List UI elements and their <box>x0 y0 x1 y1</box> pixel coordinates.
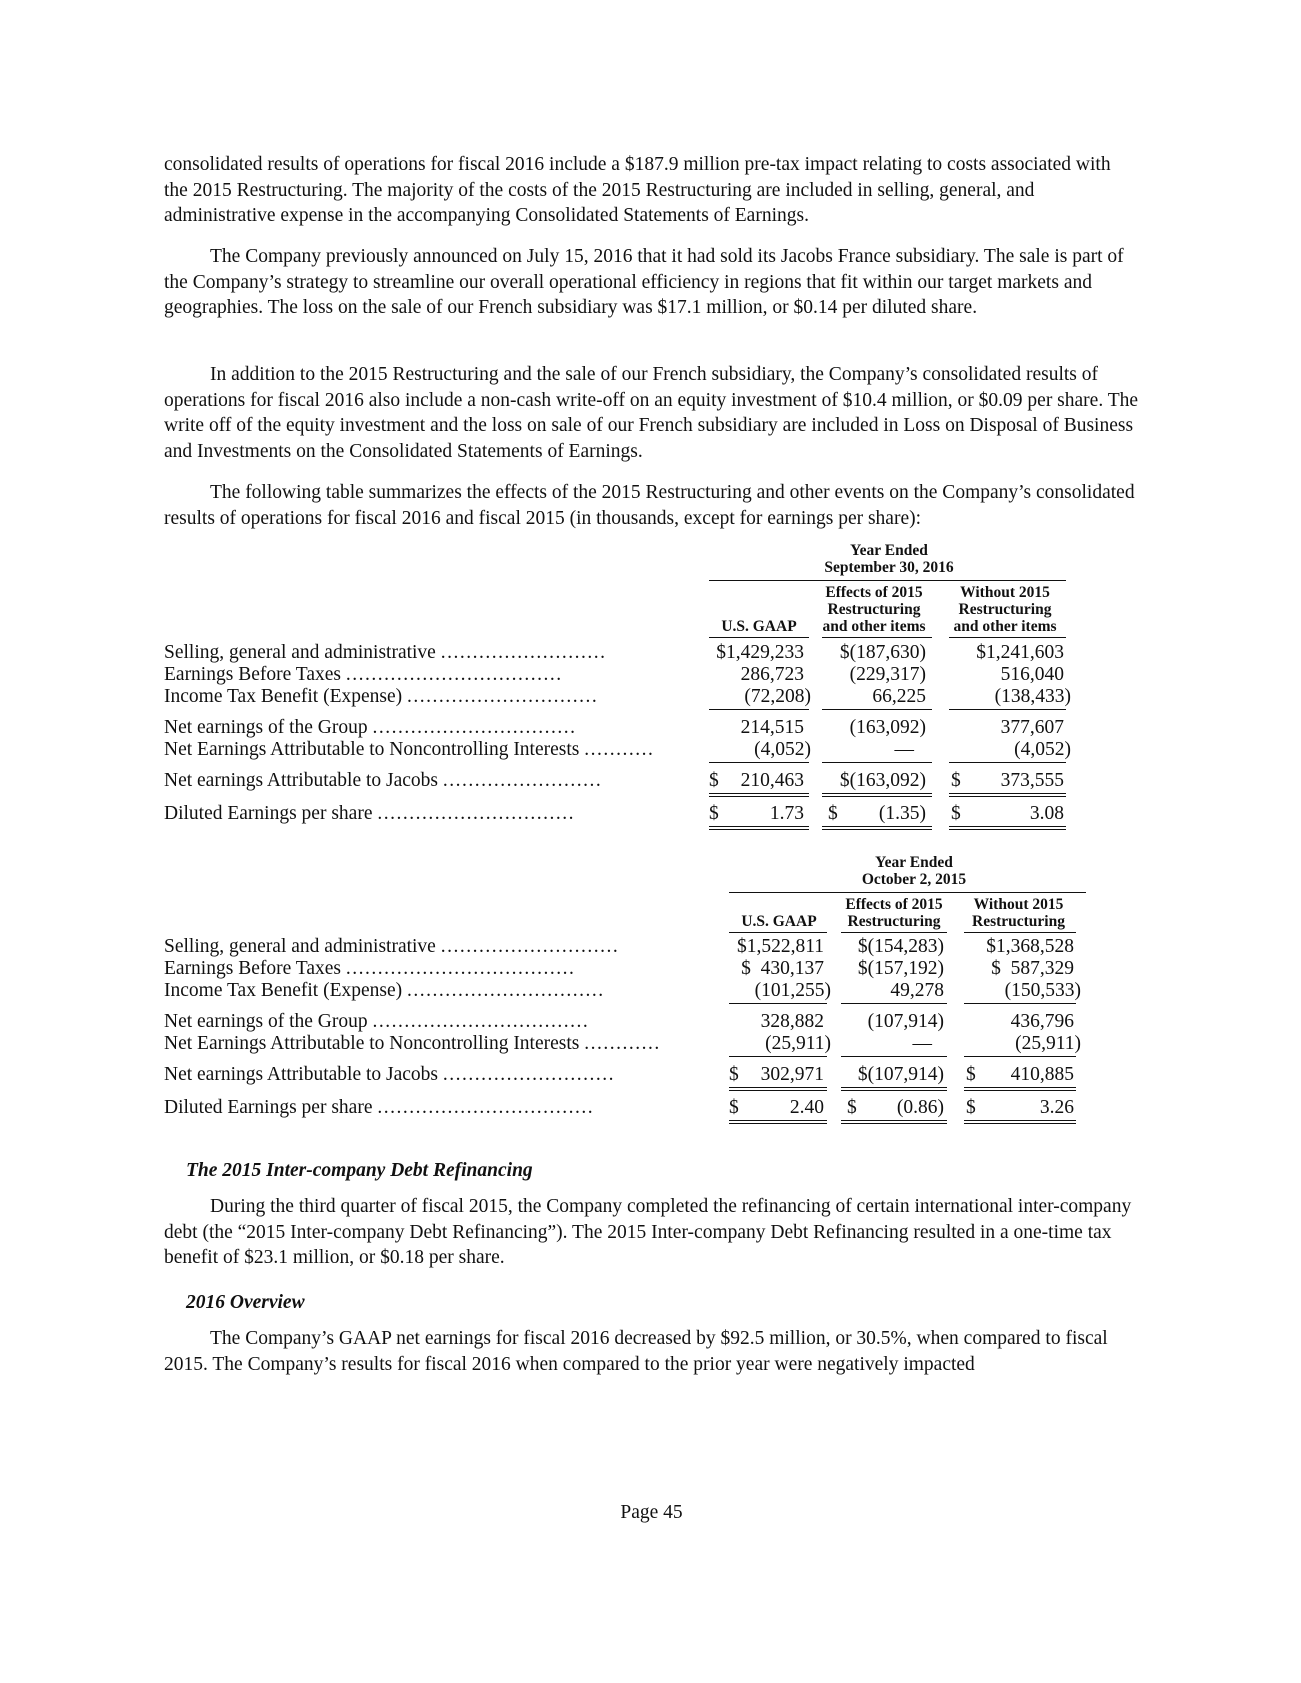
cell-gaap: (25,911) <box>765 1033 831 1054</box>
cell-without: (4,052) <box>1014 739 1071 760</box>
cell-effects: — <box>894 739 914 760</box>
row-label: Net Earnings Attributable to Noncontrolling Interests ............ <box>164 1033 661 1054</box>
total-double-rule <box>729 1087 827 1091</box>
section-heading-2016-overview: 2016 Overview <box>186 1292 305 1313</box>
col-header-effects: Effects of 2015 Restructuring and other items <box>822 584 926 635</box>
total-double-rule <box>822 826 932 830</box>
cell-effects: (0.86) <box>896 1097 944 1118</box>
cell-gaap: $ 430,137 <box>741 958 824 979</box>
col-rule-without <box>949 637 1066 638</box>
row-label: Net earnings of the Group ................................ <box>164 717 577 738</box>
total-double-rule <box>709 826 809 830</box>
cell-gaap: $1,429,233 <box>716 642 804 663</box>
cell-gaap: 2.40 <box>789 1097 824 1118</box>
cell-effects: — <box>912 1033 932 1054</box>
cell-effects: $(163,092) <box>839 770 926 791</box>
cell-gaap: (72,208) <box>744 686 811 707</box>
subtotal-rule <box>841 1056 947 1057</box>
cell-without: (138,433) <box>994 686 1071 707</box>
subtotal-rule <box>964 1056 1076 1057</box>
cell-gaap: (4,052) <box>754 739 811 760</box>
cell-without: 3.26 <box>1039 1097 1074 1118</box>
total-double-rule <box>841 1120 947 1124</box>
section-heading-debt-refinancing: The 2015 Inter-company Debt Refinancing <box>186 1160 533 1181</box>
col-header-gaap: U.S. GAAP <box>721 618 797 635</box>
row-label: Diluted Earnings per share .................................. <box>164 1097 595 1118</box>
cell-effects: (229,317) <box>849 664 926 685</box>
cell-effects: 66,225 <box>872 686 926 707</box>
col-rule-without <box>964 932 1076 933</box>
subtotal-rule <box>949 709 1066 710</box>
subtotal-rule <box>729 1003 827 1004</box>
cell-without: $ 587,329 <box>991 958 1074 979</box>
cell-gaap-sign: $ <box>709 803 719 824</box>
cell-without-sign: $ <box>951 803 961 824</box>
col-rule-gaap <box>709 637 809 638</box>
total-double-rule <box>729 1120 827 1124</box>
total-double-rule <box>709 793 809 797</box>
subtotal-rule <box>709 709 809 710</box>
cell-effects: $(154,283) <box>857 936 944 957</box>
row-label: Selling, general and administrative .......................... <box>164 642 607 663</box>
subtotal-rule <box>729 1056 827 1057</box>
cell-effects: $(187,630) <box>839 642 926 663</box>
subtotal-rule <box>964 1003 1076 1004</box>
row-label: Net Earnings Attributable to Noncontrolling Interests ........... <box>164 739 655 760</box>
col-header-gaap: U.S. GAAP <box>741 913 817 930</box>
cell-effects: $(157,192) <box>857 958 944 979</box>
cell-effects: $(107,914) <box>857 1064 944 1085</box>
cell-without: 410,885 <box>1010 1064 1074 1085</box>
total-double-rule <box>964 1120 1076 1124</box>
col-header-effects: Effects of 2015 Restructuring <box>845 896 943 930</box>
cell-effects: (163,092) <box>849 717 926 738</box>
cell-gaap: (101,255) <box>754 980 831 1001</box>
col-header-without: Without 2015 Restructuring and other items <box>953 584 1057 635</box>
total-double-rule <box>949 826 1066 830</box>
cell-effects: 49,278 <box>890 980 944 1001</box>
row-label: Earnings Before Taxes .................................. <box>164 664 563 685</box>
row-label: Net earnings Attributable to Jacobs ........................... <box>164 1064 616 1085</box>
subtotal-rule <box>822 762 932 763</box>
cell-without: 516,040 <box>1000 664 1064 685</box>
col-rule-gaap <box>729 932 827 933</box>
cell-without: 3.08 <box>1029 803 1064 824</box>
header-rule <box>709 580 1066 581</box>
cell-without: 373,555 <box>1000 770 1064 791</box>
cell-gaap: 214,515 <box>740 717 804 738</box>
table-period-label: Year Ended <box>875 854 953 871</box>
cell-without: (150,533) <box>1004 980 1081 1001</box>
page-number: Page 45 <box>620 1502 683 1523</box>
cell-gaap: 328,882 <box>760 1011 824 1032</box>
cell-without: $1,368,528 <box>986 936 1074 957</box>
row-label: Income Tax Benefit (Expense) ............................... <box>164 980 605 1001</box>
cell-without-sign: $ <box>966 1097 976 1118</box>
row-label: Earnings Before Taxes .................................... <box>164 958 576 979</box>
cell-effects: (107,914) <box>867 1011 944 1032</box>
cell-without: 436,796 <box>1010 1011 1074 1032</box>
table-fiscal-2016 <box>164 542 1139 832</box>
cell-gaap: 286,723 <box>740 664 804 685</box>
cell-gaap: 1.73 <box>769 803 804 824</box>
cell-gaap-sign: $ <box>709 770 719 791</box>
cell-without-sign: $ <box>966 1064 976 1085</box>
row-label: Selling, general and administrative ............................ <box>164 936 620 957</box>
col-header-without: Without 2015 Restructuring <box>972 896 1065 930</box>
table-period-date: October 2, 2015 <box>861 871 967 888</box>
total-double-rule <box>949 793 1066 797</box>
paragraph-equity-writeoff: In addition to the 2015 Restructuring and the sale of our French subsidiary, the Company’s consolidated results of operations for fiscal 2016 also include a non-cash write-off on an equity investment of $10.4 million, or $0.09 per share. The write off of the equity investment and the loss on sale of our French subsidiary are included in Loss on Disposal of Business and Investments on the Consolidated Statements of Earnings. <box>164 364 1139 462</box>
paragraph-2016-overview: The Company’s GAAP net earnings for fiscal 2016 decreased by $92.5 million, or 30.5%, when compared to fiscal 2015. The Company’s results for fiscal 2016 when compared to the prior year were negatively impacted <box>164 1328 1108 1375</box>
table-period-date: September 30, 2016 <box>824 559 954 576</box>
cell-gaap: 210,463 <box>740 770 804 791</box>
cell-gaap: $1,522,811 <box>736 936 824 957</box>
row-label: Net earnings of the Group .................................. <box>164 1011 590 1032</box>
paragraph-debt-refinancing: During the third quarter of fiscal 2015, the Company completed the refinancing of certain international inter-company debt (the “2015 Inter-company Debt Refinancing”). The 2015 Inter-company Debt Refinancing resulted in a one-time tax benefit of $23.1 million, or $0.18 per share. <box>164 1196 1132 1268</box>
cell-effects: (1.35) <box>878 803 926 824</box>
cell-without: 377,607 <box>1000 717 1064 738</box>
cell-gaap: 302,971 <box>760 1064 824 1085</box>
col-rule-effects <box>841 932 947 933</box>
row-label: Diluted Earnings per share ............................... <box>164 803 575 824</box>
header-rule <box>729 892 1086 893</box>
paragraph-restructuring-costs: consolidated results of operations for fiscal 2016 include a $187.9 million pre-tax impact relating to costs associated with the 2015 Restructuring. The majority of the costs of the 2015 Restructuring are included in selling, general, and administrative expense in the accompanying Consolidated Statements of Earnings. <box>164 154 1111 226</box>
total-double-rule <box>964 1087 1076 1091</box>
row-label: Net earnings Attributable to Jacobs ......................... <box>164 770 603 791</box>
subtotal-rule <box>841 1003 947 1004</box>
cell-effects-sign: $ <box>828 803 838 824</box>
subtotal-rule <box>709 762 809 763</box>
col-rule-effects <box>822 637 932 638</box>
table-fiscal-2015 <box>164 854 1139 1134</box>
subtotal-rule <box>949 762 1066 763</box>
paragraph-table-intro: The following table summarizes the effects of the 2015 Restructuring and other events on the Company’s consolidated results of operations for fiscal 2016 and fiscal 2015 (in thousands, except for earnings per share): <box>164 482 1135 529</box>
cell-gaap-sign: $ <box>729 1064 739 1085</box>
cell-without: $1,241,603 <box>976 642 1064 663</box>
cell-without: (25,911) <box>1015 1033 1081 1054</box>
cell-without-sign: $ <box>951 770 961 791</box>
total-double-rule <box>841 1087 947 1091</box>
cell-effects-sign: $ <box>847 1097 857 1118</box>
total-double-rule <box>822 793 932 797</box>
subtotal-rule <box>822 709 932 710</box>
cell-gaap-sign: $ <box>729 1097 739 1118</box>
paragraph-france-sale: The Company previously announced on July 15, 2016 that it had sold its Jacobs France subsidiary. The sale is part of the Company’s strategy to streamline our overall operational efficiency in regions that fit within our target markets and geographies. The loss on the sale of our French subsidiary was $17.1 million, or $0.14 per diluted share. <box>164 246 1124 318</box>
table-period-label: Year Ended <box>850 542 928 559</box>
row-label: Income Tax Benefit (Expense) .............................. <box>164 686 599 707</box>
